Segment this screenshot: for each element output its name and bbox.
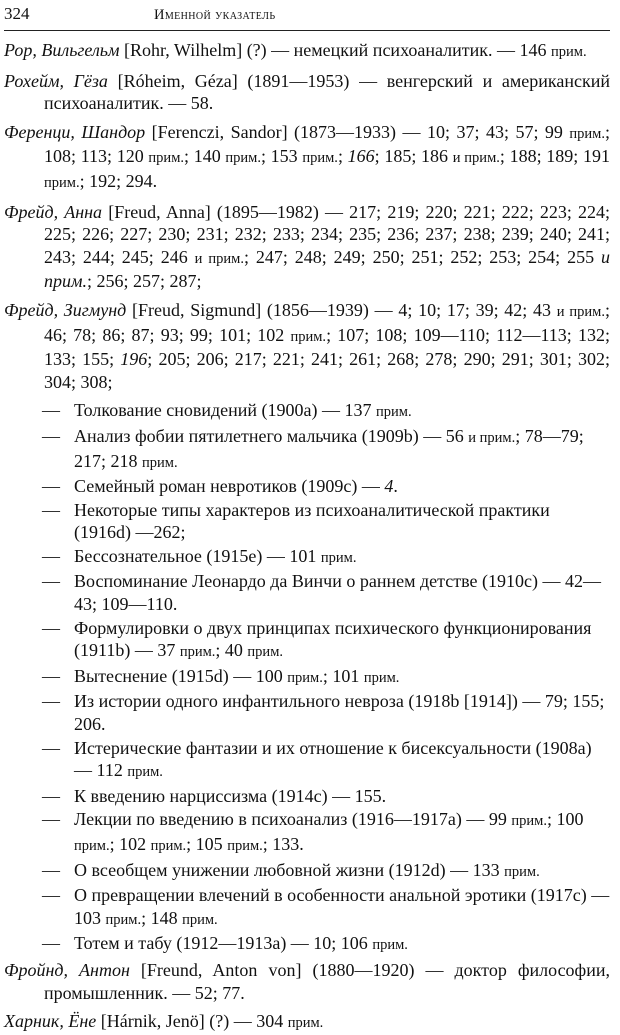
entry-freud-anna: Фрейд, Анна [Freud, Anna] (1895—1982) — 217; 219; 220; 221; 222; 223; 224; 225; 226; 227; 230; 231; 232; 233; 234; 235; 236; 237; 238; 239; 240; 241; 243; 244; 245; 246 и прим.; 247; 248; 249; 250; 251; 252; 253; 254; 255 и прим.; 256; 257; 287; bbox=[4, 201, 610, 292]
work-item: — Истерические фантазии и их отношение к бисексуальности (1908a) — 112 прим. bbox=[42, 737, 592, 781]
work-item: — Из истории одного инфантильного невроза (1918b [1914]) — 79; 155; 206. bbox=[42, 691, 605, 735]
entry-freud-sigmund: Фрейд, Зигмунд [Freud, Sigmund] (1856—1939) — 4; 10; 17; 39; 42; 43 и прим.; 46; 78; 86; 87; 93; 99; 101; 102 прим.; 107; 108; 109—110; 112—113; 132; 133; 155; 196; 205; 206; 217; 221; 241; 261; 268; 278; 290; 291; 301; 302; 304; 308; bbox=[4, 299, 610, 392]
work-item: — О превращении влечений в особенности анальной эротики (1917c) — 103 прим.; 148 прим. bbox=[42, 885, 610, 928]
work-item: — Воспоминание Леонардо да Винчи о раннем детстве (1910c) — 42—43; 109—110. bbox=[42, 571, 601, 615]
work-item: — Лекции по введению в психоанализ (1916—1917a) — 99 прим.; 100 прим.; 102 прим.; 105 прим.; 133. bbox=[42, 809, 584, 854]
entry-ror: Рор, Вильгельм [Rohr, Wilhelm] (?) — немецкий психоаналитик. — 146 прим. bbox=[4, 40, 587, 60]
work-item: — Бессознательное (1915e) — 101 прим. bbox=[42, 545, 357, 566]
entry-name: Фрейд, Анна bbox=[4, 201, 103, 222]
work-item: — Некоторые типы характеров из психоаналитической практики (1916d) —262; bbox=[42, 499, 550, 543]
work-item: — Толкование сновидений (1900a) — 137 прим. bbox=[42, 400, 412, 421]
work-item: — О всеобщем унижении любовной жизни (1912d) — 133 прим. bbox=[42, 859, 540, 880]
work-item: — Анализ фобии пятилетнего мальчика (1909b) — 56 и прим.; 78—79; 217; 218 прим. bbox=[42, 425, 584, 471]
entry-name: Харник, Ёне bbox=[4, 1011, 97, 1032]
work-item: — Вытеснение (1915d) — 100 прим.; 101 прим. bbox=[42, 665, 400, 686]
running-title: Именной указатель bbox=[154, 7, 276, 23]
work-item: — Формулировки о двух принципах психического функционирования (1911b) — 37 прим.; 40 прим. bbox=[42, 617, 592, 661]
entry-name: Фройнд, Антон bbox=[4, 959, 130, 980]
entry-name: Фрейд, Зигмунд bbox=[4, 299, 127, 320]
entry-name: Рор, Вильгельм bbox=[4, 40, 120, 60]
works-list bbox=[4, 399, 610, 957]
work-item: — Тотем и табу (1912—1913a) — 10; 106 прим. bbox=[42, 933, 408, 954]
entry-name: Рохейм, Гёза bbox=[4, 70, 108, 91]
page-header bbox=[4, 4, 610, 31]
work-item: — Семейный роман невротиков (1909c) — 4. bbox=[42, 476, 398, 497]
entry-freund-anton: Фройнд, Антон [Freund, Anton von] (1880—1920) — доктор философии, промышленник. — 52; 77. bbox=[4, 959, 610, 1003]
entry-harnik: Харник, Ёне [Hárnik, Jenö] (?) — 304 прим. bbox=[4, 1011, 324, 1032]
work-item: — К введению нарциссизма (1914c) — 155. bbox=[42, 785, 387, 806]
page-number: 324 bbox=[4, 4, 30, 23]
entry-ferenczi: Ференци, Шандор [Ferenczi, Sandor] (1873—1933) — 10; 37; 43; 57; 99 прим.; 108; 113; 120 прим.; 140 прим.; 153 прим.; 166; 185; 186 и прим.; 188; 189; 191 прим.; 192; 294. bbox=[4, 121, 610, 191]
entry-roheim: Рохейм, Гёза [Róheim, Géza] (1891—1953) — венгерский и американский психоаналитик. — 58. bbox=[4, 70, 610, 114]
entry-name: Ференци, Шандор bbox=[4, 121, 146, 142]
